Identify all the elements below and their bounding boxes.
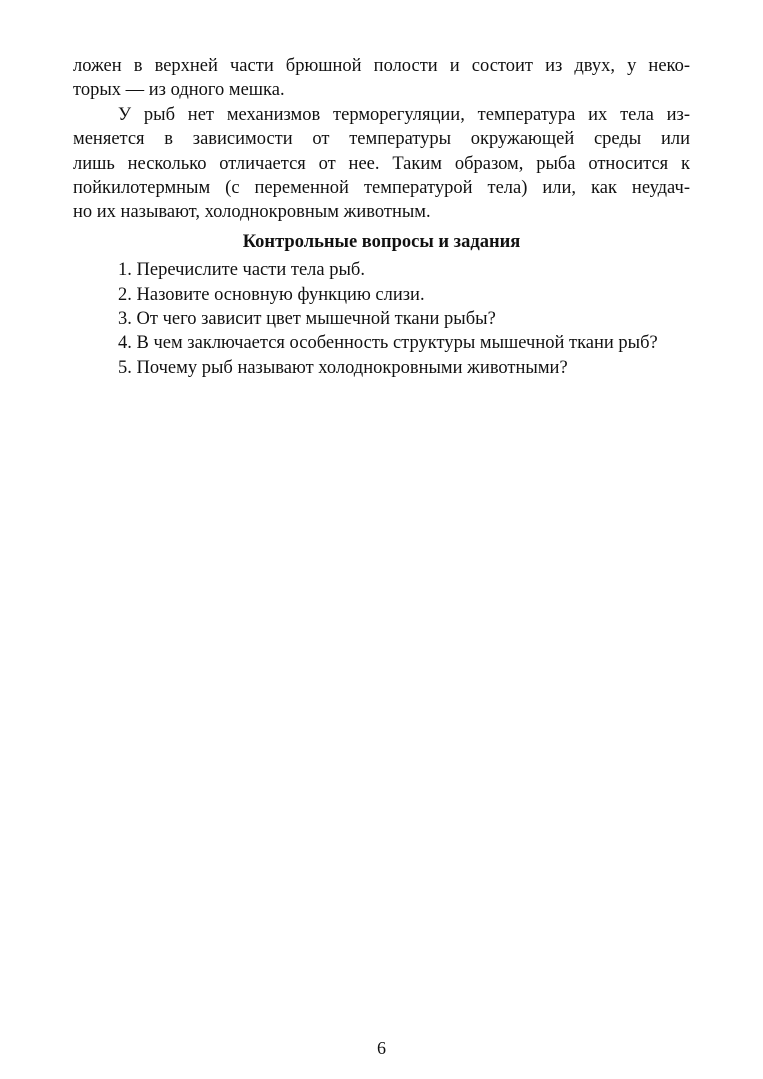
- question-item: 4. В чем заключается особенность структуры мышечной ткани рыб?: [118, 333, 658, 354]
- page-content: [73, 54, 690, 380]
- text-line: У рыб нет механизмов терморегуляции, температура их тела из-: [118, 104, 690, 125]
- section-heading: Контрольные вопросы и задания: [242, 231, 521, 252]
- text-line: пойкилотермным (с переменной температурой тела) или, как неудач-: [73, 178, 690, 199]
- paragraph-continuation: [73, 54, 690, 103]
- question-item: 2. Назовите основную функцию слизи.: [118, 284, 425, 305]
- text-line: лишь несколько отличается от нее. Таким образом, рыба относится к: [73, 153, 690, 174]
- question-item: 1. Перечислите части тела рыб.: [118, 260, 365, 281]
- text-line: меняется в зависимости от температуры окружающей среды или: [73, 129, 690, 150]
- question-item: 3. От чего зависит цвет мышечной ткани рыбы?: [118, 309, 496, 330]
- text-line: торых — из одного мешка.: [73, 80, 285, 101]
- text-line: ложен в верхней части брюшной полости и состоит из двух, у неко-: [73, 56, 690, 76]
- page-number: 6: [377, 1038, 386, 1058]
- question-item: 5. Почему рыб называют холоднокровными животными?: [118, 357, 568, 378]
- text-line: но их называют, холоднокровным животным.: [73, 202, 431, 223]
- paragraph-thermoregulation: [73, 103, 690, 225]
